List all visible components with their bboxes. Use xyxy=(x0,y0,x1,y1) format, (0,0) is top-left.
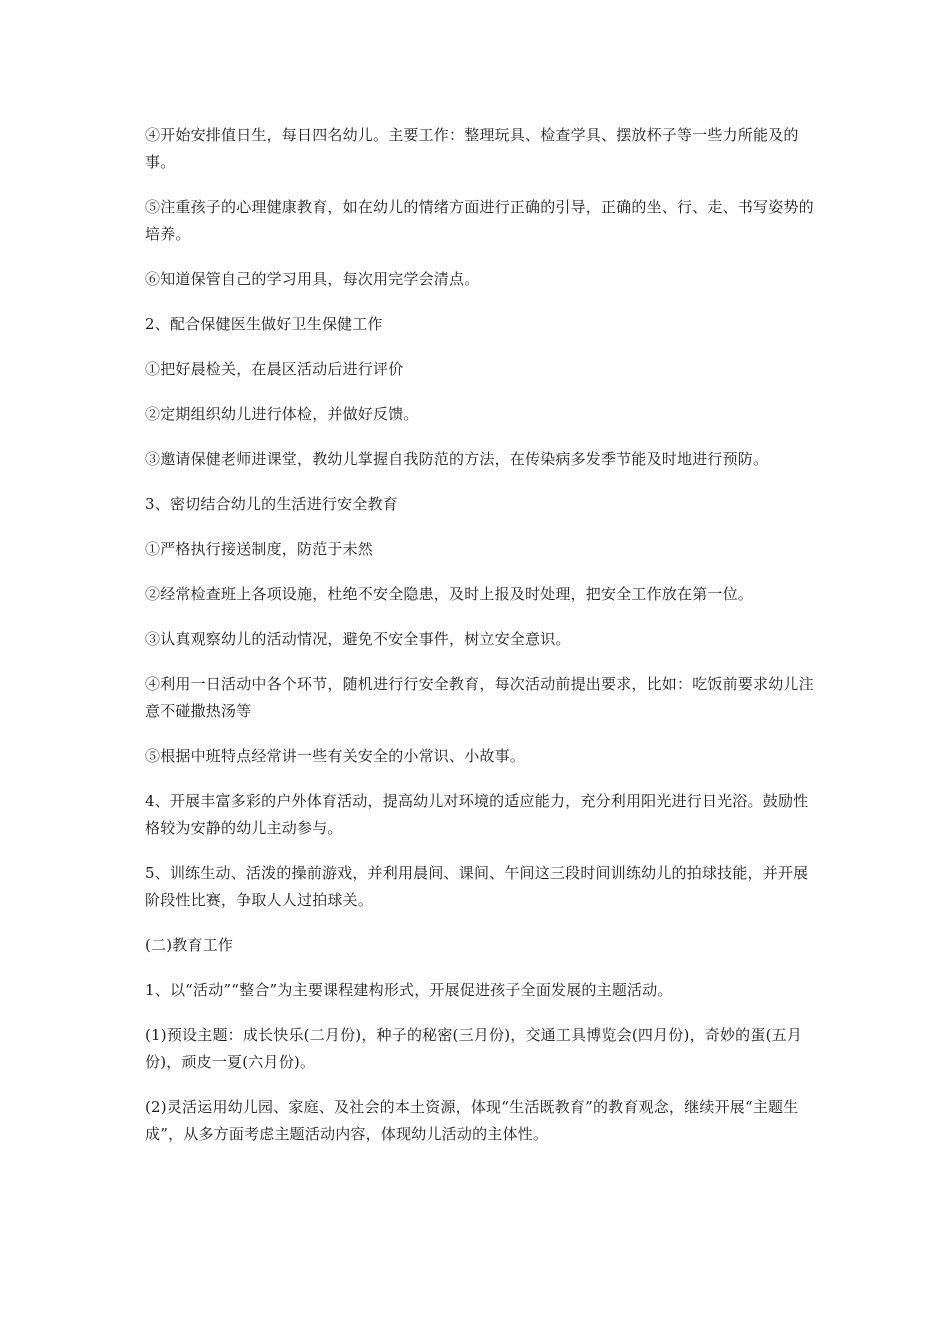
paragraph-preset-themes: (1)预设主题：成长快乐(二月份)，种子的秘密(三月份)，交通工具博览会(四月份)，奇妙的蛋(五月份)，顽皮一夏(六月份)。 xyxy=(145,1026,803,1071)
paragraph-safety-stories: ⑤根据中班特点经常讲一些有关安全的小常识、小故事。 xyxy=(145,747,526,765)
section-heading-outdoor-sports: 4、开展丰富多彩的户外体育活动，提高幼儿对环境的适应能力，充分利用阳光进行日光浴。鼓励性格较为安静的幼儿主动参与。 xyxy=(145,792,809,837)
paragraph-duty-students: ④开始安排值日生，每日四名幼儿。主要工作：整理玩具、检查学具、摆放杯子等一些力所能及的事。 xyxy=(145,126,799,171)
paragraph-physical-exam: ②定期组织幼儿进行体检，并做好反馈。 xyxy=(145,405,419,423)
paragraph-facility-check: ②经常检查班上各项设施，杜绝不安全隐患，及时上报及时处理，把安全工作放在第一位。 xyxy=(145,585,754,603)
document-page xyxy=(145,122,817,1166)
section-heading-safety: 3、密切结合幼儿的生活进行安全教育 xyxy=(145,495,398,513)
paragraph-morning-check: ①把好晨检关，在晨区活动后进行评价 xyxy=(145,360,404,378)
section-heading-ball-games: 5、训练生动、活泼的操前游戏，并利用晨间、课间、午间这三段时间训练幼儿的拍球技能，并开展阶段性比赛，争取人人过拍球关。 xyxy=(145,864,809,909)
paragraph-observe-activities: ③认真观察幼儿的活动情况，避免不安全事件，树立安全意识。 xyxy=(145,630,571,648)
paragraph-health-teacher: ③邀请保健老师进课堂，教幼儿掌握自我防范的方法，在传染病多发季节能及时地进行预防。 xyxy=(145,450,769,468)
section-heading-theme-activities: 1、以“活动”“整合”为主要课程建构形式，开展促进孩子全面发展的主题活动。 xyxy=(145,981,673,999)
paragraph-pickup-system: ①严格执行接送制度，防范于未然 xyxy=(145,540,374,558)
section-heading-health-care: 2、配合保健医生做好卫生保健工作 xyxy=(145,315,383,333)
paragraph-study-tools: ⑥知道保管自己的学习用具，每次用完学会清点。 xyxy=(145,270,480,288)
paragraph-local-resources: (2)灵活运用幼儿园、家庭、及社会的本土资源，体现“生活既教育”的教育观念，继续开展“主题生成”，从多方面考虑主题活动内容，体现幼儿活动的主体性。 xyxy=(145,1098,799,1143)
paragraph-mental-health: ⑤注重孩子的心理健康教育，如在幼儿的情绪方面进行正确的引导，正确的坐、行、走、书写姿势的培养。 xyxy=(145,198,814,243)
paragraph-daily-safety: ④利用一日活动中各个环节，随机进行行安全教育，每次活动前提出要求，比如：吃饭前要求幼儿注意不碰撒热汤等 xyxy=(145,675,814,720)
section-heading-education-work: (二)教育工作 xyxy=(145,936,234,954)
